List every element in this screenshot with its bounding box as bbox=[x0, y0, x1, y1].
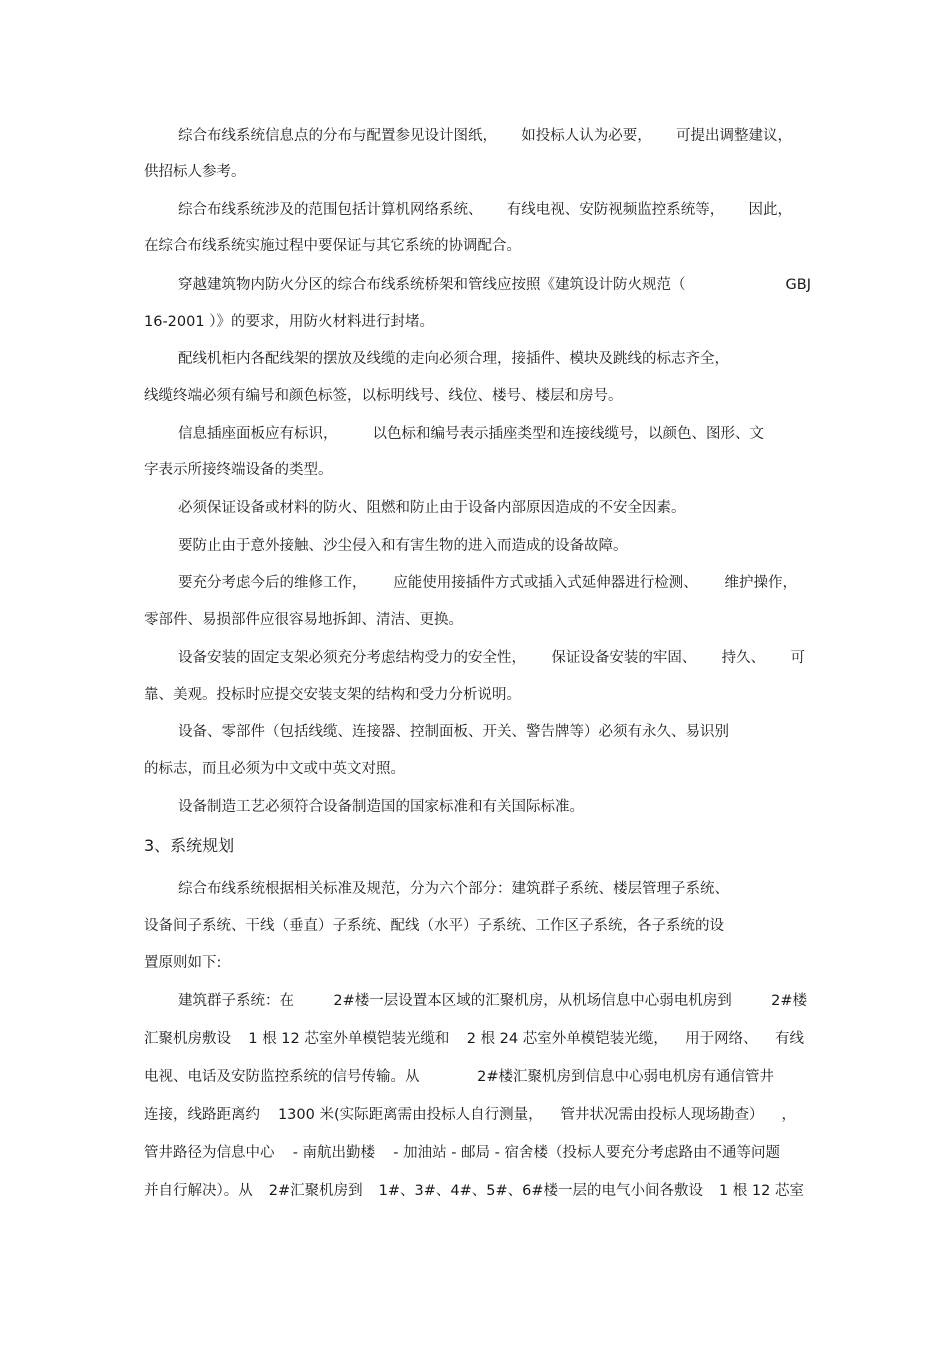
text-segment: 用于网络、 bbox=[685, 1031, 758, 1047]
text-segment: 1 根 12 芯室外单模铠装光缆和 bbox=[248, 1031, 450, 1047]
text-segment: 在综合布线系统实施过程中要保证与其它系统的协调配合。 bbox=[144, 238, 521, 254]
paragraph-line bbox=[144, 1067, 774, 1087]
text-segment: 2#汇聚机房到 bbox=[268, 1183, 363, 1199]
text-segment: 连接，线路距离约 bbox=[144, 1107, 260, 1123]
text-segment: 穿越建筑物内防火分区的综合布线系统桥架和管线应按照《建筑设计防火规范（ bbox=[178, 277, 686, 293]
text-segment: 综合布线系统信息点的分布与配置参见设计图纸， bbox=[178, 128, 497, 144]
paragraph-line bbox=[178, 573, 797, 593]
text-segment: 2 根 24 芯室外单模铠装光缆， bbox=[466, 1031, 668, 1047]
text-segment: 电视、电话及安防监控系统的信号传输。从 bbox=[144, 1069, 420, 1085]
paragraph-line bbox=[178, 722, 814, 742]
paragraph-line bbox=[144, 312, 814, 332]
text-segment: 设备安装的固定支架必须充分考虑结构受力的安全性， bbox=[178, 650, 526, 666]
text-segment: 有线电视、安防视频监控系统等， bbox=[506, 202, 725, 218]
paragraph-line bbox=[178, 349, 814, 369]
paragraph-line bbox=[178, 498, 814, 518]
text-segment: 以色标和编号表示插座类型和连接线缆号，以颜色、图形、文 bbox=[372, 426, 764, 442]
text-segment: 2#楼一层设置本区域的汇聚机房，从机场信息中心弱电机房到 bbox=[333, 993, 732, 1009]
text-segment: 置原则如下: bbox=[144, 955, 222, 971]
paragraph-line bbox=[144, 386, 814, 406]
paragraph-line bbox=[178, 797, 814, 817]
section-heading bbox=[144, 836, 814, 856]
text-segment: 1300 米(实际距离需由投标人自行测量， bbox=[277, 1107, 543, 1123]
text-segment: 2#楼汇聚机房到信息中心弱电机房有通信管井 bbox=[477, 1069, 774, 1085]
text-segment: 信息插座面板应有标识， bbox=[178, 426, 338, 442]
text-segment: 综合布线系统根据相关标准及规范，分为六个部分：建筑群子系统、楼层管理子系统、 bbox=[178, 881, 729, 897]
text-segment: 的标志，而且必须为中文或中英文对照。 bbox=[144, 761, 405, 777]
paragraph-line bbox=[144, 162, 814, 182]
text-segment: - 加油站 - 邮局 - 宿舍楼（投标人要充分考虑路由不通等问题 bbox=[393, 1145, 780, 1161]
text-segment: 可 bbox=[790, 650, 805, 666]
paragraph-line bbox=[178, 991, 807, 1011]
text-segment: 1 根 12 芯室 bbox=[718, 1183, 804, 1199]
text-segment: 零部件、易损部件应很容易地拆卸、清洁、更换。 bbox=[144, 612, 463, 628]
text-segment: 要防止由于意外接触、沙尘侵入和有害生物的进入而造成的设备故障。 bbox=[178, 538, 628, 554]
text-segment: 字表示所接终端设备的类型。 bbox=[144, 462, 333, 478]
text-segment: 供招标人参考。 bbox=[144, 164, 246, 180]
text-segment: - 南航出勤楼 bbox=[292, 1145, 376, 1161]
text-segment: 综合布线系统涉及的范围包括计算机网络系统、 bbox=[178, 202, 483, 218]
text-segment: 有线 bbox=[774, 1031, 804, 1047]
text-segment: 管井路径为信息中心 bbox=[144, 1145, 275, 1161]
paragraph-line bbox=[178, 424, 764, 444]
text-segment: 建筑群子系统：在 bbox=[178, 993, 294, 1009]
paragraph-line bbox=[144, 236, 814, 256]
paragraph-line bbox=[178, 536, 814, 556]
text-segment: 应能使用接插件方式或插入式延伸器进行检测、 bbox=[393, 575, 698, 591]
text-segment: 必须保证设备或材料的防火、阻燃和防止由于设备内部原因造成的不安全因素。 bbox=[178, 500, 686, 516]
paragraph-line bbox=[178, 648, 805, 668]
paragraph-line bbox=[178, 879, 814, 899]
paragraph-line bbox=[178, 200, 792, 220]
paragraph-line bbox=[144, 1181, 804, 1201]
paragraph-line bbox=[144, 1105, 796, 1125]
text-segment: 设备制造工艺必须符合设备制造国的国家标准和有关国际标准。 bbox=[178, 799, 584, 815]
text-segment: 设备间子系统、干线（垂直）子系统、配线（水平）子系统、工作区子系统，各子系统的设 bbox=[144, 918, 724, 934]
text-segment: 如投标人认为必要， bbox=[521, 128, 652, 144]
text-segment: 配线机柜内各配线架的摆放及线缆的走向必须合理，接插件、模块及跳线的标志齐全， bbox=[178, 351, 729, 367]
text-segment: 保证设备安装的牢固、 bbox=[551, 650, 697, 666]
text-segment: GBJ bbox=[785, 277, 811, 293]
paragraph-line bbox=[178, 126, 792, 146]
paragraph-line bbox=[144, 953, 814, 973]
text-segment: 要充分考虑今后的维修工作， bbox=[178, 575, 367, 591]
paragraph-line bbox=[144, 685, 814, 705]
text-segment: 可提出调整建议， bbox=[676, 128, 792, 144]
text-segment: 2#楼 bbox=[771, 993, 807, 1009]
text-segment: 持久、 bbox=[721, 650, 766, 666]
text-segment: 维护操作， bbox=[724, 575, 797, 591]
text-segment: 靠、美观。投标时应提交安装支架的结构和受力分析说明。 bbox=[144, 687, 521, 703]
paragraph-line bbox=[144, 610, 814, 630]
text-segment: 汇聚机房敷设 bbox=[144, 1031, 231, 1047]
paragraph-line bbox=[144, 1143, 780, 1163]
text-segment: 设备、零部件（包括线缆、连接器、控制面板、开关、警告牌等）必须有永久、易识别 bbox=[178, 724, 729, 740]
paragraph-line bbox=[144, 759, 814, 779]
text-segment: 线缆终端必须有编号和颜色标签，以标明线号、线位、楼号、楼层和房号。 bbox=[144, 388, 623, 404]
text-segment: 16-2001 ）》的要求，用防火材料进行封堵。 bbox=[144, 314, 434, 330]
text-segment: 并自行解决）。从 bbox=[144, 1183, 253, 1199]
text-segment: ， bbox=[781, 1107, 796, 1123]
heading-text: 3、系统规划 bbox=[144, 836, 235, 855]
paragraph-line bbox=[144, 916, 814, 936]
text-segment: 因此， bbox=[748, 202, 792, 218]
paragraph-line bbox=[144, 460, 814, 480]
paragraph-line bbox=[144, 1029, 804, 1049]
text-segment: 管井状况需由投标人现场勘查） bbox=[560, 1107, 764, 1123]
paragraph-line bbox=[178, 275, 811, 295]
text-segment: 1#、3#、4#、5#、6#楼一层的电气小间各敷设 bbox=[378, 1183, 703, 1199]
